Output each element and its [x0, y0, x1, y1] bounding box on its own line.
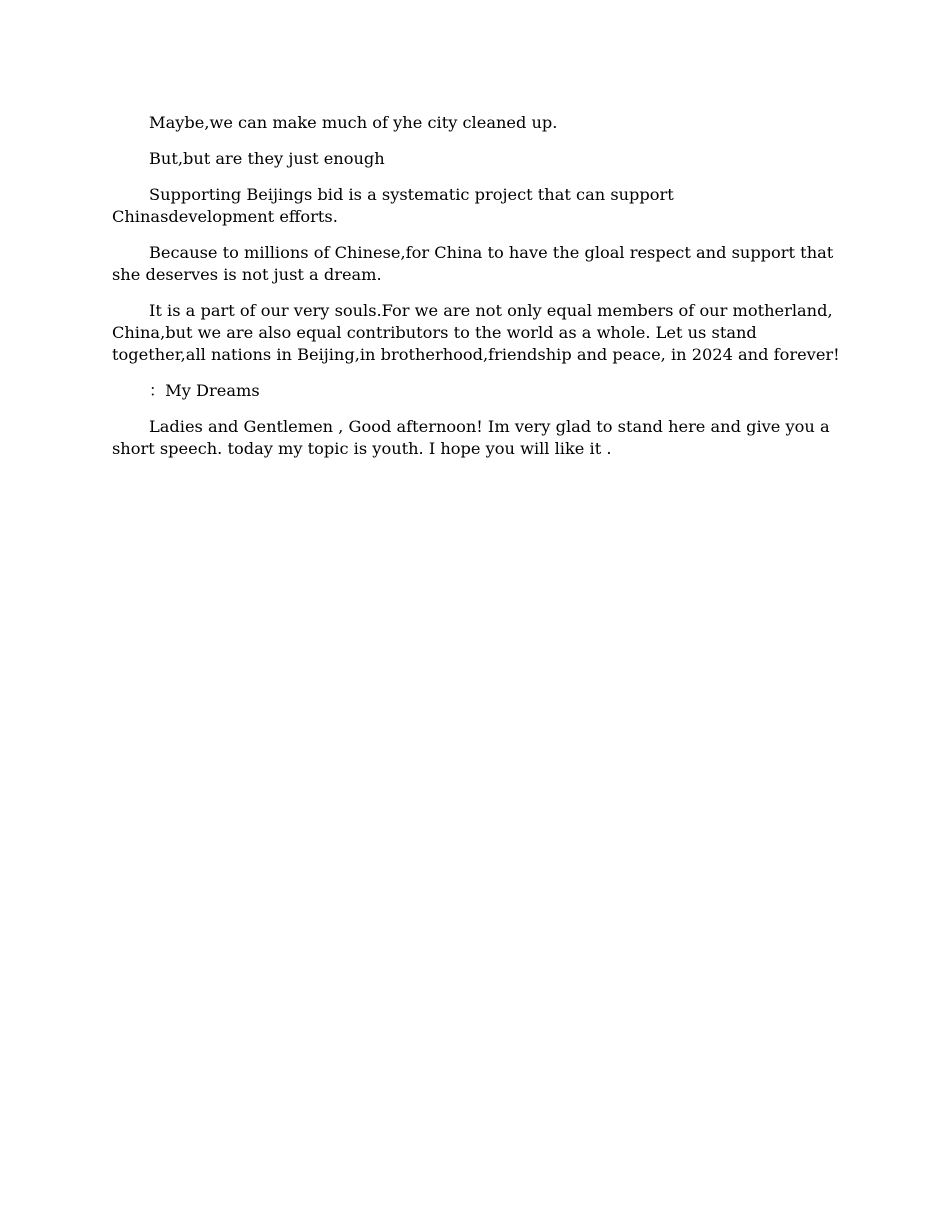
- paragraph-4: Because to millions of Chinese,for China to have the gloal respect and support that she deserves is not just a dream.: [112, 243, 834, 284]
- paragraph-3: Supporting Beijings bid is a systematic project that can support Chinasdevelopment efforts.: [112, 185, 674, 226]
- document-body: [112, 112, 840, 474]
- paragraph-heading-my-dreams: ：My Dreams: [149, 381, 260, 400]
- paragraph-5: It is a part of our very souls.For we are not only equal members of our motherland, China,but we are also equal contributors to the world as a whole. Let us stand together,all nations in Beijing,in brotherhood,friendship and peace, in 2024 and forever!: [112, 301, 840, 364]
- paragraph-7: Ladies and Gentlemen , Good afternoon! Im very glad to stand here and give you a short speech. today my topic is youth. I hope you will like it .: [112, 417, 830, 458]
- paragraph-2: But,but are they just enough: [149, 149, 385, 168]
- paragraph-1: Maybe,we can make much of yhe city cleaned up.: [149, 113, 558, 132]
